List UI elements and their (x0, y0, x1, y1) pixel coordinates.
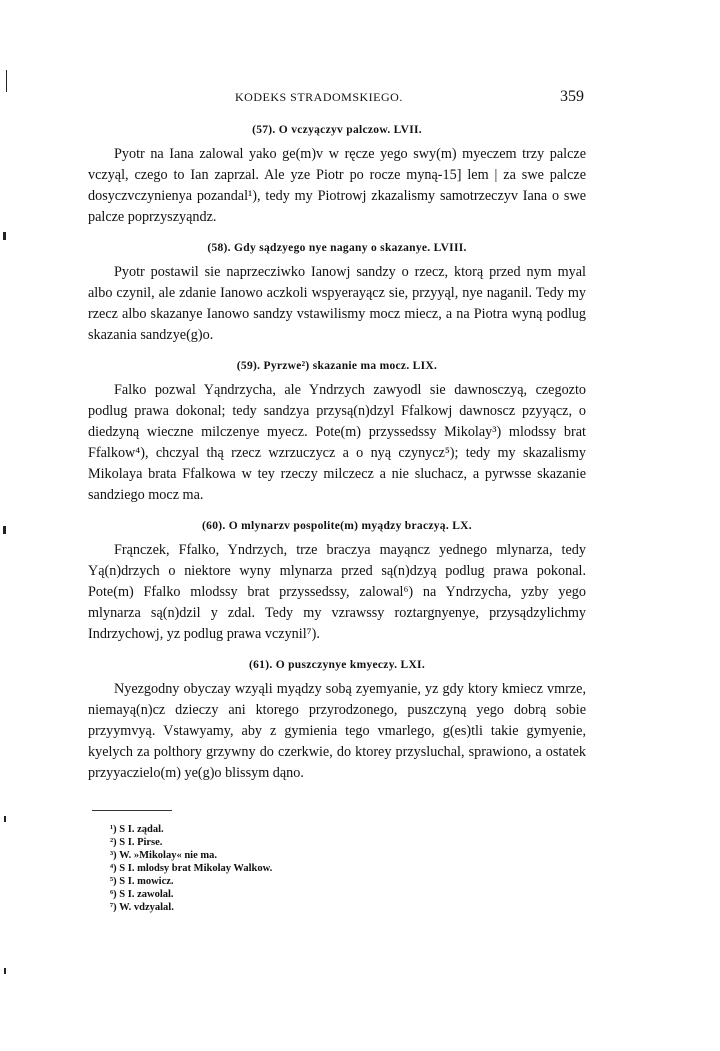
section-58 (88, 242, 586, 346)
section-paragraph: Nyezgodny obyczay wzyąli myądzy sobą zyemyanie, yz gdy ktory kmiecz vmrze, niemayą(n)cz dzieczy ani ktorego przyrodzonego, puszczyną yego dobrą sobie przyymvyą. Vstawyamy, aby z gymienia tego vmarlego, g(es)tli takie gymyenie, kyelych za polthory grzywny do czerkwie, do ktorey przysluchal, sprawiono, a ostatek przyyaczielo(m) ye(g)o blissym dąno. (88, 681, 586, 781)
section-60 (88, 520, 586, 645)
running-title: KODEKS STRADOMSKIEGO. (235, 90, 403, 104)
scan-mark (3, 232, 6, 240)
scan-mark (6, 70, 7, 92)
footnote: ⁷) W. vdzyalal. (110, 902, 174, 913)
page-number: 359 (560, 88, 584, 105)
section-paragraph: Falko pozwal Yąndrzycha, ale Yndrzych zawyodl sie dawnosczyą, czegozto podlug prawa dokonal; tedy sandzya przysą(n)dzyl Ffalkowj dawnoscz pzyyącz, o diedzyną wieczne milczenye myecz. Pote(m) przyssedssy Mikolay³) mlodssy brat Ffalkow⁴), chczyal thą rzecz wzrzuczycz a o nyą czynycz⁵); tedy my skazalismy Mikolaya brata Ffalkowa w tey rzeczy milczecz a nie sluchacz, a pyrwsse skazanie sandziego mocz ma. (88, 382, 586, 503)
section-heading: (58). Gdy sądzyego nye nagany o skazanye. LVIII. (207, 242, 467, 254)
footnote: ³) W. »Mikolay« nie ma. (110, 850, 217, 861)
running-head (0, 90, 720, 110)
section-57 (88, 124, 586, 228)
footnote-rule (92, 810, 172, 811)
footnote: ⁴) S I. mlodsy brat Mikolay Walkow. (110, 863, 273, 874)
footnote: ⁶) S I. zawolal. (110, 889, 174, 900)
section-paragraph: Pyotr na Iana zalowal yako ge(m)v w ręcze yego swy(m) myeczem trzy palcze vczyąl, czego to Ian zaprzal. Ale yze Piotr po rocze myną-15] lem | za swe palcze dosyczvczynienya pozandal¹), tedy my Piotrowj zkazalismy samotrzeczyv Iana o swe palcze poprzyszyąndz. (88, 146, 586, 225)
document-body (88, 118, 586, 798)
footnotes (110, 823, 410, 914)
section-heading: (60). O mlynarzv pospolite(m) myądzy braczyą. LX. (202, 520, 472, 532)
footnote: ²) S I. Pirse. (110, 837, 163, 848)
section-paragraph: Frąnczek, Ffalko, Yndrzych, trze braczya mayąncz yednego mlynarza, tedy Yą(n)drzych o niektore wyny mlynarza przed są(n)dzyą podlug prawa pokonal. Pote(m) Ffalko mlodssy brat przyssedssy, zalowal⁶) na Yndrzycha, yzby yego mlynarza są(n)dzil y zdal. Tedy my vzrawssy roztargnyenye, przysądzylichmy Indrzychowj, yz podlug prawa vczynil⁷). (88, 542, 586, 642)
section-61 (88, 659, 586, 784)
scan-mark (4, 816, 6, 822)
section-heading: (59). Pyrzwe²) skazanie ma mocz. LIX. (236, 360, 438, 372)
section-paragraph: Pyotr postawil sie naprzecziwko Ianowj sandzy o rzecz, ktorą przed nym myal albo czynil, ale zdanie Ianowo aczkoli wspyerayącz sie, przyyąl, nye naganil. Tedy my rzecz albo skazanye Ianowo sandzy vstawilismy mocz miecz, a na Piotra wyną podlug skazania sandzye(g)o. (88, 264, 586, 343)
section-heading: (57). O vczyączyv palczow. LVII. (252, 124, 422, 136)
footnote: ⁵) S I. mowicz. (110, 876, 174, 887)
section-59 (88, 360, 586, 506)
section-heading: (61). O puszczynye kmyeczy. LXI. (248, 659, 425, 671)
scan-mark (3, 526, 6, 534)
scan-mark (4, 968, 6, 974)
footnote: ¹) S I. ządal. (110, 824, 164, 835)
